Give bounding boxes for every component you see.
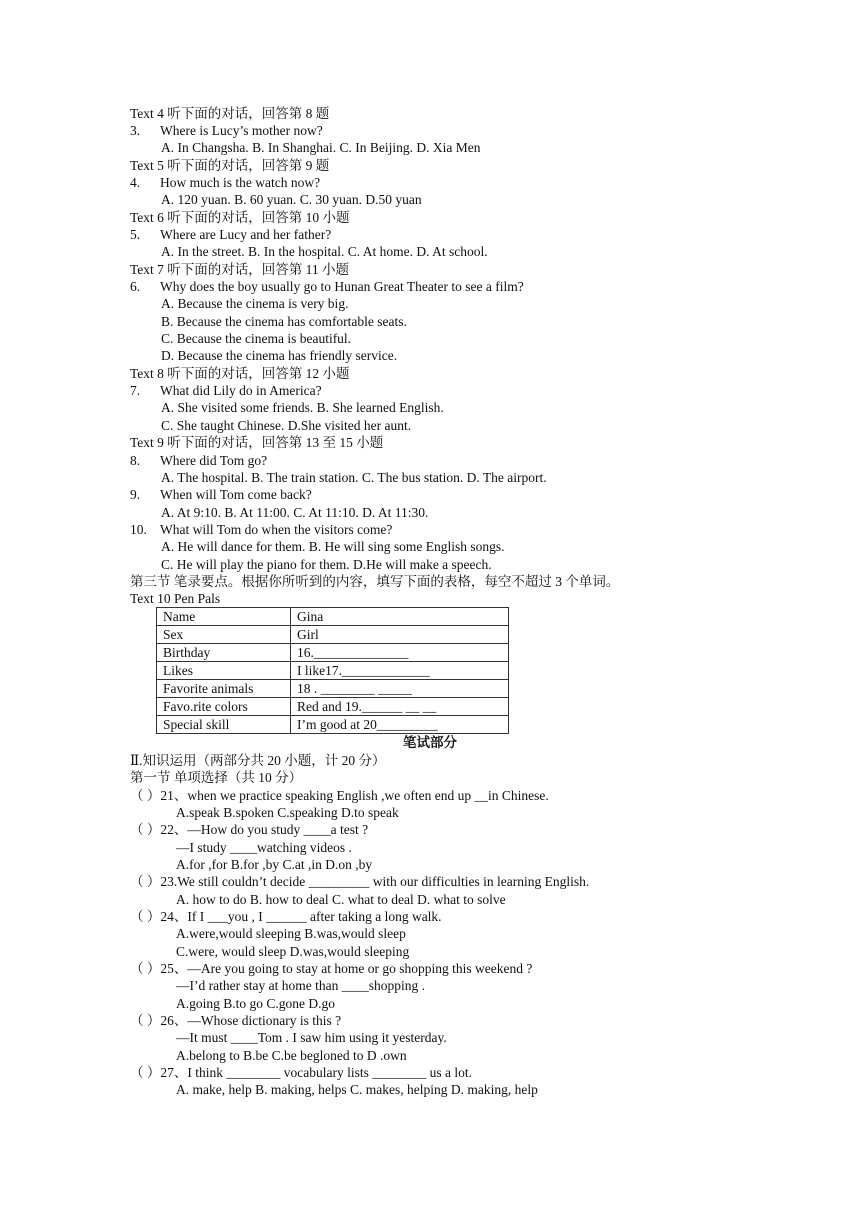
table-row [157, 644, 509, 662]
table-value-cell: 18 . ________ _____ [291, 680, 509, 698]
table-label-cell: Special skill [157, 716, 291, 734]
line-text: B. Because the cinema has comfortable seats. [161, 314, 407, 329]
text-line [130, 769, 302, 786]
text-line [161, 417, 411, 434]
question-number: 5. [130, 227, 141, 242]
line-text: A. how to do B. how to deal C. what to deal D. what to solve [176, 892, 506, 907]
table-value-cell: 16.______________ [291, 644, 509, 662]
text-line [130, 452, 267, 469]
text-line [130, 122, 323, 139]
text-line [130, 226, 331, 243]
text-line [130, 174, 320, 191]
text-line [176, 839, 352, 856]
text-line [130, 590, 220, 607]
text-line [161, 556, 492, 573]
line-text: A. At 9:10. B. At 11:00. C. At 11:10. D. At 11:30. [161, 505, 429, 520]
text-line [130, 1064, 472, 1081]
text-line [130, 960, 532, 977]
text-line [176, 1081, 538, 1098]
table-row [157, 662, 509, 680]
text-line [161, 243, 488, 260]
text-line [130, 157, 329, 174]
line-text: A. Because the cinema is very big. [161, 296, 349, 311]
line-text: （ ）27、I think ________ vocabulary lists ________ us a lot. [130, 1065, 472, 1080]
table-label-cell: Favorite animals [157, 680, 291, 698]
table-label-cell: Sex [157, 626, 291, 644]
text-line [161, 191, 422, 208]
text-line [130, 752, 386, 769]
table-label-cell: Birthday [157, 644, 291, 662]
text-line [130, 209, 350, 226]
line-text: A. He will dance for them. B. He will sing some English songs. [161, 539, 505, 554]
line-text: A.were,would sleeping B.was,would sleep [176, 926, 406, 941]
text-line [130, 573, 619, 590]
table-value-cell: Girl [291, 626, 509, 644]
text-line [161, 347, 397, 364]
table-row [157, 626, 509, 644]
text-line [176, 995, 335, 1012]
text-line [176, 943, 409, 960]
line-text: How much is the watch now? [160, 175, 321, 190]
table-row [157, 680, 509, 698]
line-text: A. make, help B. making, helps C. makes, helping D. making, help [176, 1082, 538, 1097]
text-line [130, 521, 392, 538]
line-text: A.belong to B.be C.be begloned to D .own [176, 1048, 407, 1063]
table-row [157, 698, 509, 716]
text-line [161, 504, 428, 521]
text-line [176, 925, 406, 942]
table-row [157, 716, 509, 734]
text-line [130, 908, 442, 925]
table-label-cell: Favo.rite colors [157, 698, 291, 716]
question-number: 8. [130, 453, 141, 468]
text-line [161, 139, 480, 156]
line-text: Text 5 听下面的对话，回答第 9 题 [130, 158, 330, 173]
table-value-cell: Gina [291, 608, 509, 626]
line-text: What will Tom do when the visitors come? [160, 522, 393, 537]
line-text: 第三节 笔录要点。根据你所听到的内容，填写下面的表格，每空不超过 3 个单词。 [130, 574, 620, 589]
text-line [130, 382, 322, 399]
text-line [130, 486, 312, 503]
question-number: 7. [130, 383, 141, 398]
line-text: Where is Lucy’s mother now? [160, 123, 323, 138]
line-text: （ ）26、—Whose dictionary is this ? [130, 1013, 342, 1028]
text-line [161, 469, 547, 486]
line-text: —I’d rather stay at home than ____shopping . [176, 978, 425, 993]
text-line [130, 434, 383, 451]
question-number: 4. [130, 175, 141, 190]
text-line [161, 313, 407, 330]
text-line [161, 538, 504, 555]
text-line [130, 261, 349, 278]
table-value-cell: Red and 19.______ __ __ [291, 698, 509, 716]
line-text: A. In the street. B. In the hospital. C. At home. D. At school. [161, 244, 488, 259]
text-line [161, 399, 444, 416]
line-text: Text 6 听下面的对话，回答第 10 小题 [130, 210, 350, 225]
text-line [130, 873, 589, 890]
line-text: A. In Changsha. B. In Shanghai. C. In Beijing. D. Xia Men [161, 140, 481, 155]
line-text: Text 7 听下面的对话，回答第 11 小题 [130, 262, 350, 277]
text-line [130, 105, 329, 122]
text-line [130, 787, 549, 804]
line-text: A.for ,for B.for ,by C.at ,in D.on ,by [176, 857, 373, 872]
line-text: Where did Tom go? [160, 453, 268, 468]
line-text: What did Lily do in America? [160, 383, 322, 398]
text-line [176, 856, 372, 873]
line-text: 第一节 单项选择（共 10 分） [130, 770, 303, 785]
table-value-cell: I’m good at 20_________ [291, 716, 509, 734]
line-text: A. She visited some friends. B. She learned English. [161, 400, 444, 415]
table-row [157, 608, 509, 626]
line-text: Text 8 听下面的对话，回答第 12 小题 [130, 366, 350, 381]
text-line [161, 330, 351, 347]
line-text: —I study ____watching videos . [176, 840, 352, 855]
line-text: When will Tom come back? [160, 487, 312, 502]
question-number: 10. [130, 522, 147, 537]
line-text: Text 4 听下面的对话，回答第 8 题 [130, 106, 330, 121]
line-text: C. She taught Chinese. D.She visited her aunt. [161, 418, 412, 433]
text-line [176, 1029, 447, 1046]
question-number: 3. [130, 123, 141, 138]
line-text: C.were, would sleep D.was,would sleeping [176, 944, 410, 959]
line-text: Text 9 听下面的对话，回答第 13 至 15 小题 [130, 435, 384, 450]
text-line [176, 804, 399, 821]
text-line [130, 278, 524, 295]
line-text: D. Because the cinema has friendly service. [161, 348, 398, 363]
text-line [176, 1047, 407, 1064]
line-text: A. The hospital. B. The train station. C. The bus station. D. The airport. [161, 470, 547, 485]
section-title: 笔试部分 [403, 735, 457, 751]
line-text: （ ）25、—Are you going to stay at home or go shopping this weekend ? [130, 961, 533, 976]
text-line [130, 365, 350, 382]
line-text: Ⅱ.知识运用（两部分共 20 小题，计 20 分） [130, 753, 386, 768]
line-text: A.going B.to go C.gone D.go [176, 996, 336, 1011]
line-text: C. He will play the piano for them. D.He will make a speech. [161, 557, 492, 572]
table-value-cell: I like17._____________ [291, 662, 509, 680]
line-text: （ ）24、If I ___you , I ______ after taking a long walk. [130, 909, 442, 924]
table-label-cell: Likes [157, 662, 291, 680]
text-line [176, 977, 425, 994]
pen-pals-table [156, 607, 509, 734]
line-text: Why does the boy usually go to Hunan Great Theater to see a film? [160, 279, 524, 294]
line-text: Text 10 Pen Pals [130, 591, 221, 606]
line-text: （ ）23.We still couldn’t decide _________ with our difficulties in learning English. [130, 874, 590, 889]
text-line [176, 891, 506, 908]
line-text: —It must ____Tom . I saw him using it yesterday. [176, 1030, 447, 1045]
line-text: （ ）22、—How do you study ____a test ? [130, 822, 369, 837]
line-text: A.speak B.spoken C.speaking D.to speak [176, 805, 399, 820]
table-label-cell: Name [157, 608, 291, 626]
line-text: Where are Lucy and her father? [160, 227, 332, 242]
question-number: 9. [130, 487, 141, 502]
text-line [130, 821, 368, 838]
line-text: （ ）21、when we practice speaking English ,we often end up __in Chinese. [130, 788, 549, 803]
text-line [161, 295, 348, 312]
line-text: A. 120 yuan. B. 60 yuan. C. 30 yuan. D.50 yuan [161, 192, 422, 207]
line-text: C. Because the cinema is beautiful. [161, 331, 352, 346]
question-number: 6. [130, 279, 141, 294]
text-line [130, 1012, 341, 1029]
